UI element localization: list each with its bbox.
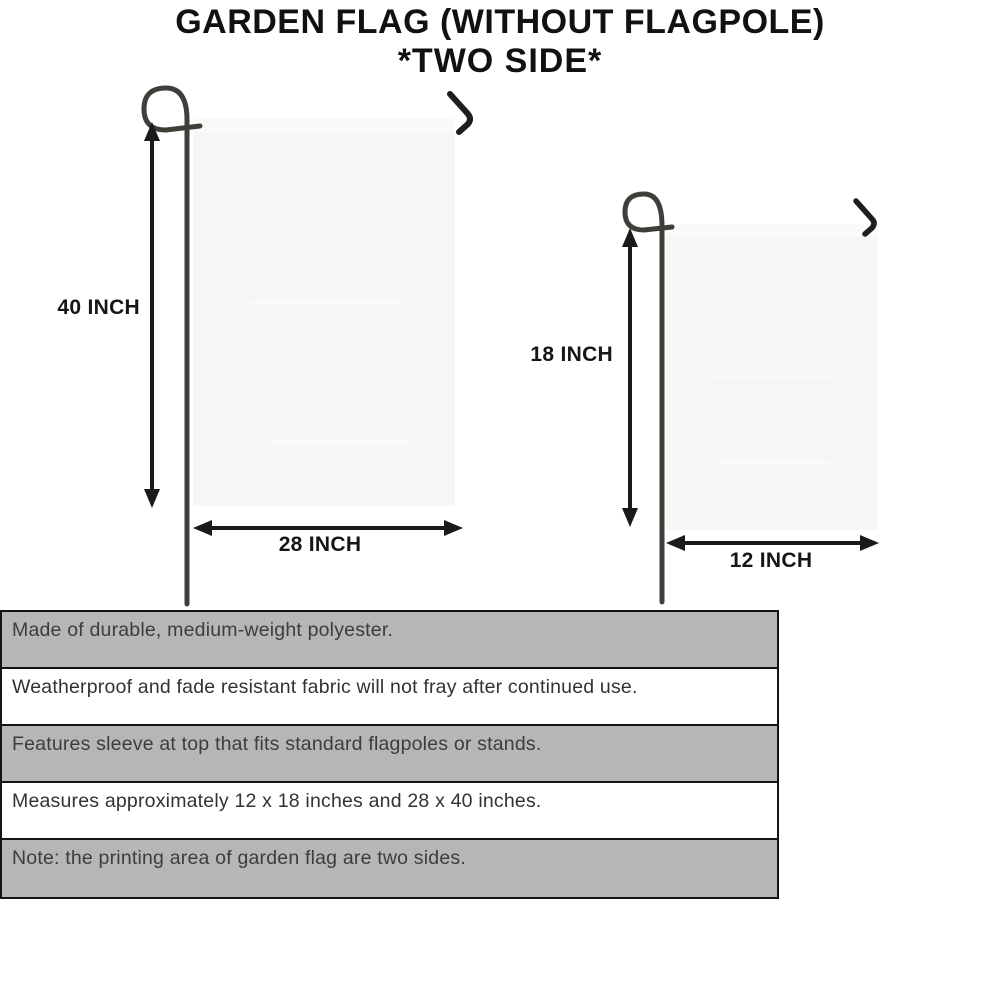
small-height-label: 18 INCH	[530, 343, 613, 366]
small-flag-fold-line	[720, 460, 830, 464]
feature-row: Measures approximately 12 x 18 inches and 28 x 40 inches.	[2, 783, 777, 840]
large-width-label: 28 INCH	[278, 533, 362, 556]
small-flagpole	[625, 194, 672, 602]
small-width-label: 12 INCH	[729, 549, 813, 572]
large-flag-fabric	[193, 118, 455, 506]
title-line-2: *TWO SIDE*	[397, 42, 603, 80]
product-features-table	[0, 610, 779, 899]
large-flag-fold-line	[270, 440, 410, 444]
small-flag-fold-line	[710, 375, 830, 379]
small-flag-group	[622, 194, 879, 602]
feature-row: Made of durable, medium-weight polyester.	[2, 612, 777, 669]
title-line-1: GARDEN FLAG (WITHOUT FLAGPOLE)	[175, 3, 825, 41]
small-height-arrow	[622, 228, 638, 527]
feature-row: Weatherproof and fade resistant fabric will not fray after continued use.	[2, 669, 777, 726]
large-flag-group	[144, 88, 470, 604]
large-height-label: 40 INCH	[57, 296, 140, 319]
large-flag-fold-line	[250, 300, 400, 304]
feature-row: Features sleeve at top that fits standard flagpoles or stands.	[2, 726, 777, 783]
large-height-arrow	[144, 122, 160, 508]
feature-row: Note: the printing area of garden flag are two sides.	[2, 840, 777, 897]
small-flag-sleeve	[666, 224, 878, 237]
large-flag-sleeve	[193, 118, 455, 133]
